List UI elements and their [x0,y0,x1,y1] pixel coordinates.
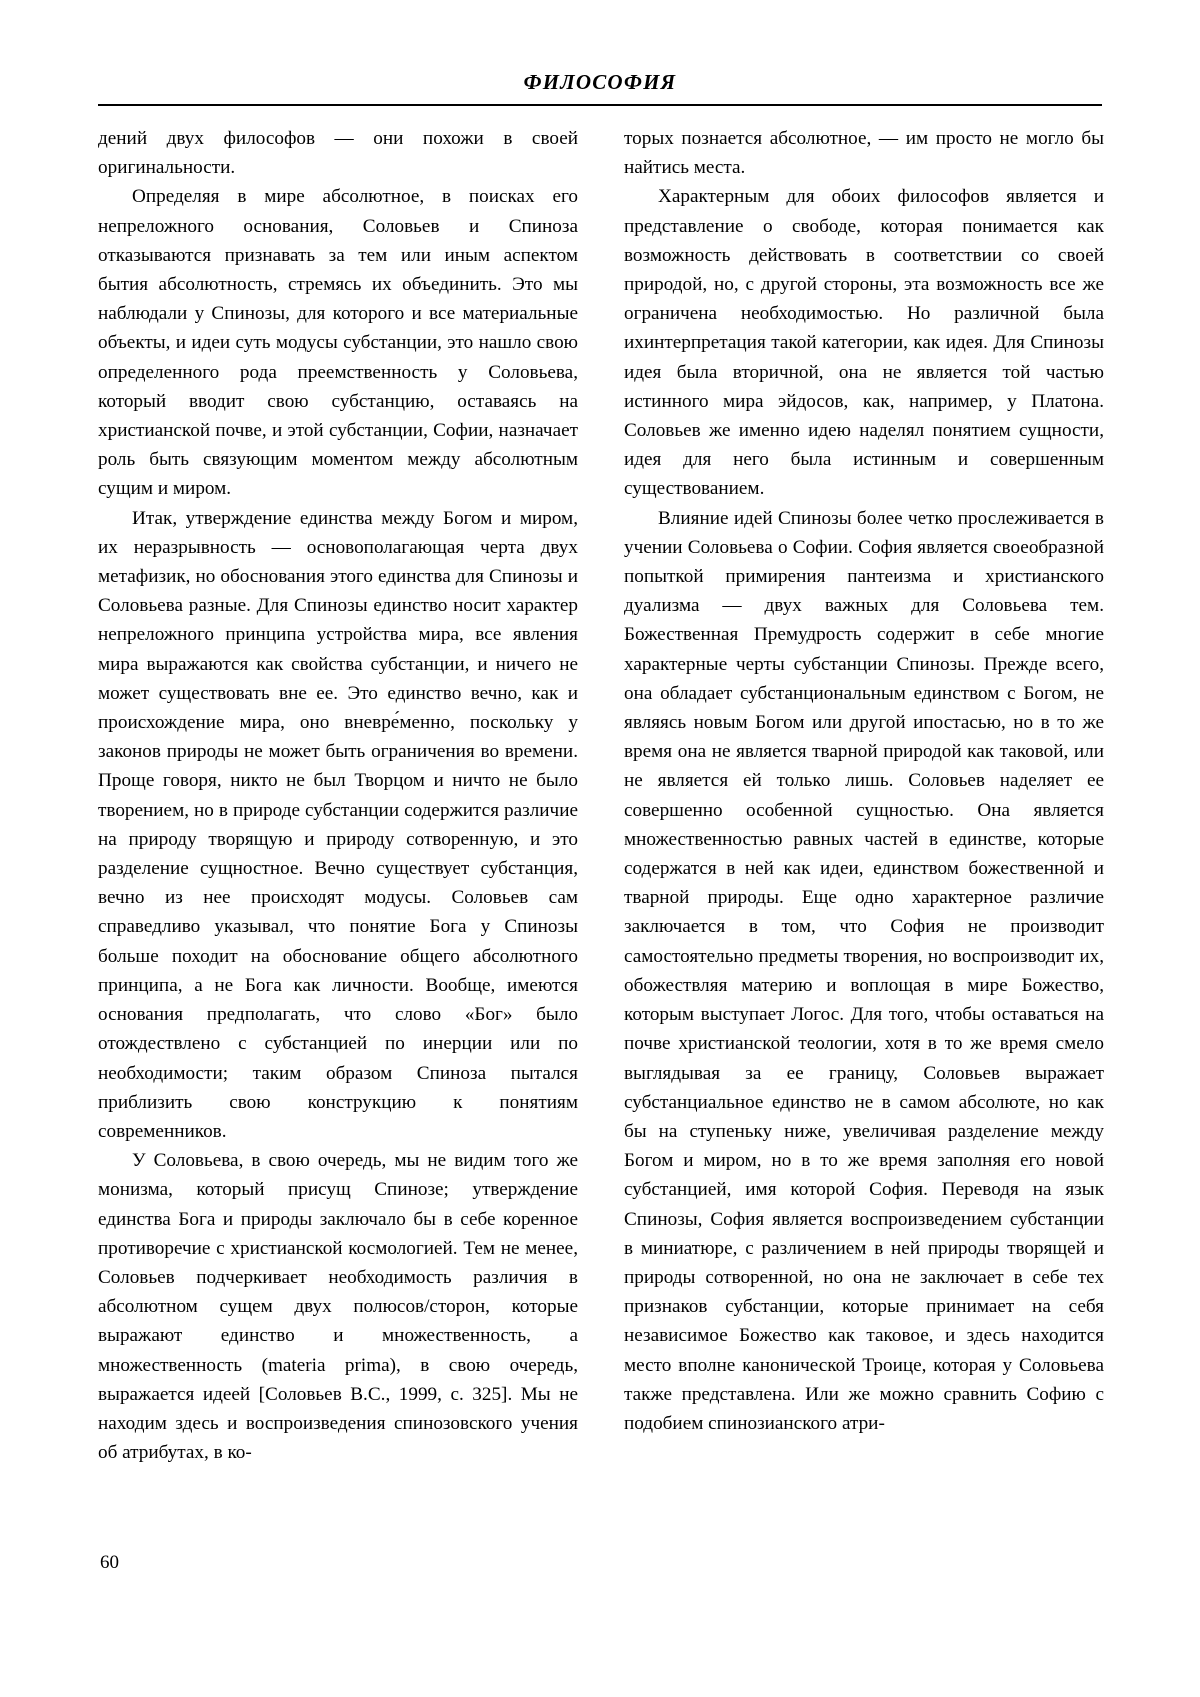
paragraph: Характерным для обоих философов является и представление о свободе, которая понимается как возможность действовать в соответствии со своей природой, но, с другой стороны, эта возможность все же ограничена необходимостью. Но различной была ихинтерпретация такой категории, как идея. Для Спинозы идея была вторичной, она не является той частью истинного мира эйдосов, как, например, у Платона. Соловьев же именно идею наделял понятием сущности, идея для него была истинным и совершенным существованием. [624,186,1104,500]
paragraph: Итак, утверждение единства между Богом и миром, их неразрывность — основополагающая черта двух метафизик, но обоснования этого единства для Спинозы и Соловьева разные. Для Спинозы единство носит характер непреложного принципа устройства мира, все явления мира выражаются как свойства субстанции, и ничего не может существовать вне ее. Это единство вечно, как и происхождение мира, оно вневре́менно, поскольку у законов природы не может быть ограничения во времени. Проще говоря, никто не был Творцом и ничто не было творением, но в природе субстанции содержится различие на природу творящую и природу сотворенную, и это разделение сущностное. Вечно существует субстанция, вечно из нее происходят модусы. Соловьев сам справедливо указывал, что понятие Бога у Спинозы больше походит на обоснование общего абсолютного принципа, а не Бога как личности. Вообще, имеются основания предполагать, что слово «Бог» было отождествлено с субстанцией по инерции или по необходимости; таким образом Спиноза пытался приблизить свою конструкцию к понятиям современников. [98,507,578,1142]
page-number: 60 [100,1552,119,1573]
page-header [98,70,1102,95]
header-divider [98,104,1102,106]
text-columns [98,124,1104,1467]
column-left [98,124,578,1467]
paragraph: дений двух философов — они похожи в своей оригинальности. [98,128,578,179]
column-right [624,124,1104,1467]
page-header-title: ФИЛОСОФИЯ [523,70,677,94]
paragraph: Определяя в мире абсолютное, в поисках его непреложного основания, Соловьев и Спиноза отказываются признавать за тем или иным аспектом бытия абсолютность, стремясь их объединить. Это мы наблюдали у Спинозы, для которого и все материальные объекты, и идеи суть модусы субстанции, это нашло свою определенного рода преемственность у Соловьева, который вводит свою субстанцию, оставаясь на христианской почве, и этой субстанции, Софии, назначает роль быть связующим моментом между абсолютным сущим и миром. [98,186,578,500]
paragraph: Влияние идей Спинозы более четко прослеживается в учении Соловьева о Софии. София является своеобразной попыткой примирения пантеизма и христианского дуализма — двух важных для Соловьева тем. Божественная Премудрость содержит в себе многие характерные черты субстанции Спинозы. Прежде всего, она обладает субстанциональным единством с Богом, не являясь новым Богом или другой ипостасью, но в то же время она не является тварной природой как таковой, или не является ей только лишь. Соловьев наделяет ее совершенно особенной сущностью. Она является множественностью равных частей в единстве, которые содержатся в ней как идеи, единством божественной и тварной природы. Еще одно характерное различие заключается в том, что София не производит самостоятельно предметы творения, но воспроизводит их, обожествляя материю и воплощая в мире Божество, которым выступает Логос. Для того, чтобы оставаться на почве христианской теологии, хотя в то же время смело выглядывая за ее границу, Соловьев выражает субстанциальное единство не в самом абсолюте, но как бы на ступеньку ниже, увеличивая разделение между Богом и миром, но в то же время заполняя его новой субстанцией, имя которой София. Переводя на язык Спинозы, София является воспроизведением субстанции в миниатюре, с различением в ней природы творящей и природы сотворенной, но она не заключает в себе тех признаков субстанции, которые принимает на себя независимое Божество как таковое, и здесь находится место вполне канонической Троице, которая у Соловьева также представлена. Или же можно сравнить Софию с подобием спинозианского атри- [624,507,1104,1434]
paragraph: торых познается абсолютное, — им просто не могло бы найтись места. [624,128,1104,179]
paragraph: У Соловьева, в свою очередь, мы не видим того же монизма, который присущ Спинозе; утверждение единства Бога и природы заключало бы в себе коренное противоречие с христианской космологией. Тем не менее, Соловьев подчеркивает необходимость различия в абсолютном сущем двух полюсов/сторон, которые выражают единство и множественность, а множественность (materia prima), в свою очередь, выражается идеей [Соловьев В.С., 1999, с. 325]. Мы не находим здесь и воспроизведения спинозовского учения об атрибутах, в ко- [98,1150,578,1464]
